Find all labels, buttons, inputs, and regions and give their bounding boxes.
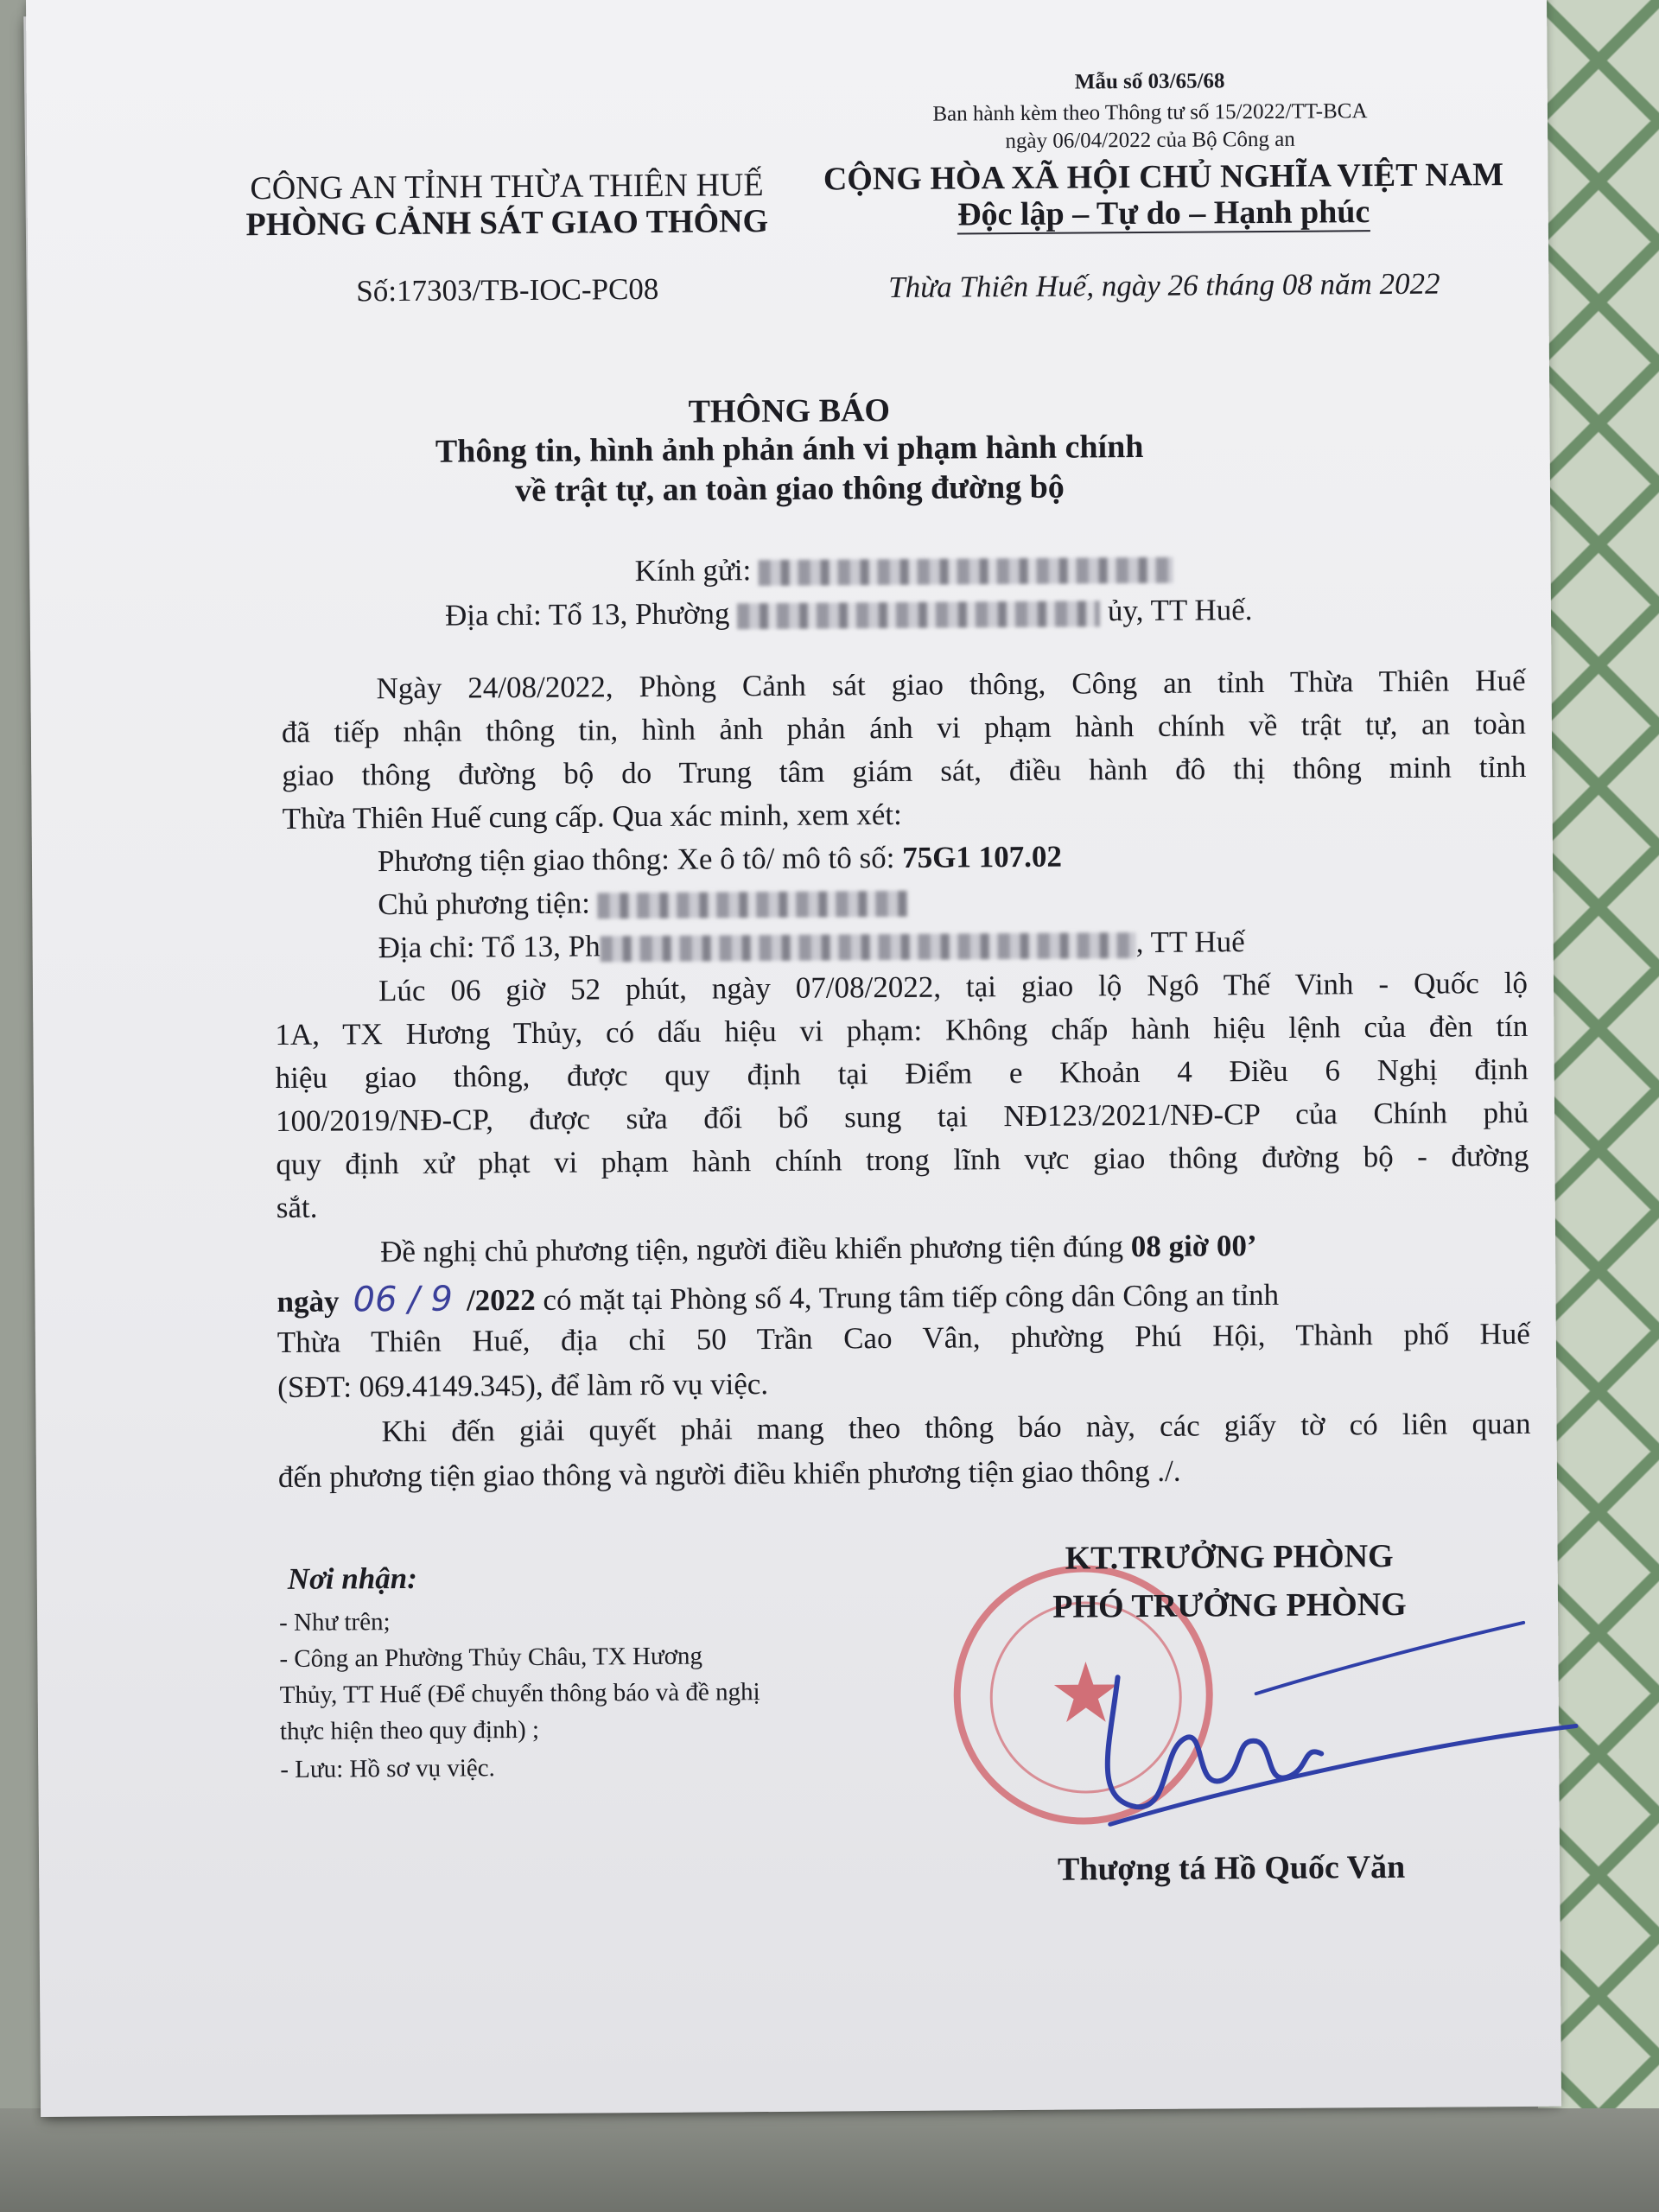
agency-name: CÔNG AN TỈNH THỪA THIÊN HUẾ — [250, 167, 764, 207]
recipients-item: - Như trên; — [279, 1608, 391, 1637]
owner-address-line — [378, 925, 1245, 965]
signer-name: Thượng tá Hồ Quốc Văn — [1057, 1848, 1406, 1888]
form-issued-date: ngày 06/04/2022 của Bộ Công an — [1005, 127, 1295, 154]
body-line: đã tiếp nhận thông tin, hình ảnh phản ánh vi phạm hành chính về trật tự, an toàn — [281, 706, 1527, 749]
vehicle-label: Phương tiện giao thông: Xe ô tô/ mô tô số: — [377, 840, 903, 879]
table-surface — [0, 2108, 1659, 2212]
redacted-recipient — [759, 557, 1173, 586]
appointment-date-line — [276, 1274, 1279, 1320]
redacted-address — [737, 601, 1100, 629]
recipients-item: - Công an Phường Thủy Châu, TX Hương — [279, 1642, 703, 1673]
owner-line — [378, 884, 909, 922]
body-line: Thừa Thiên Huế cung cấp. Qua xác minh, xem xét: — [282, 797, 902, 836]
body-line — [380, 1227, 1529, 1269]
body-line: Khi đến giải quyết phải mang theo thông báo này, các giấy tờ có liên quan — [381, 1406, 1531, 1449]
body-line: quy định xử phạt vi phạm hành chính trong lĩnh vực giao thông đường bộ - đường — [276, 1138, 1529, 1182]
recipients-item: thực hiện theo quy định) ; — [279, 1715, 540, 1745]
redacted-owner — [598, 891, 909, 919]
redacted-owner-address — [601, 932, 1136, 962]
recipients-item: Thủy, TT Huế (Để chuyển thông báo và đề nghị — [279, 1678, 760, 1709]
notice-title: THÔNG BÁO — [688, 392, 891, 430]
owner-address-suffix: , TT Huế — [1135, 925, 1245, 960]
recipient-label: Kính gửi: — [634, 553, 760, 588]
handwritten-signature — [1057, 1613, 1611, 1859]
owner-label: Chủ phương tiện: — [378, 886, 598, 922]
recipients-item: - Lưu: Hồ sơ vụ việc. — [280, 1754, 495, 1783]
body-line: sắt. — [276, 1190, 318, 1225]
form-issued-with: Ban hành kèm theo Thông tư số 15/2022/TT-BCA — [932, 99, 1368, 126]
recipient-address — [445, 593, 1253, 633]
body-line: 100/2019/NĐ-CP, được sửa đổi bổ sung tại NĐ123/2021/NĐ-CP của Chính phủ — [275, 1095, 1529, 1139]
motto-text: Độc lập – Tự do – Hạnh phúc — [957, 194, 1370, 233]
body-line: Ngày 24/08/2022, Phòng Cảnh sát giao thông, Công an tỉnh Thừa Thiên Huế — [376, 663, 1526, 706]
notice-document — [26, 0, 1561, 2117]
body-line: đến phương tiện giao thông và người điều khiển phương tiện giao thông ./. — [277, 1453, 1181, 1495]
body-line: hiệu giao thông, được quy định tại Điểm e Khoản 4 Điều 6 Nghị định — [275, 1052, 1529, 1096]
body-line: (SĐT: 069.4149.345), để làm rõ vụ việc. — [277, 1367, 769, 1405]
notice-subtitle-1: Thông tin, hình ảnh phản ánh vi phạm hành chính — [435, 428, 1144, 470]
form-code: Mẫu số 03/65/68 — [1074, 69, 1225, 94]
vehicle-line — [378, 840, 1062, 880]
signer-role-2: PHÓ TRƯỞNG PHÒNG — [1052, 1586, 1407, 1625]
body-line: giao thông đường bộ do Trung tâm giám sát, điều hành đô thị thông minh tỉnh — [282, 749, 1527, 792]
national-motto — [805, 192, 1522, 235]
appointment-place: có mặt tại Phòng số 4, Trung tâm tiếp công dân Công an tỉnh — [535, 1277, 1280, 1317]
appointment-day-label: ngày — [276, 1284, 340, 1319]
recipient-line — [634, 550, 1173, 588]
recipients-title: Nơi nhận: — [287, 1560, 417, 1596]
body-line: 1A, TX Hương Thủy, có dấu hiệu vi phạm: Không chấp hành hiệu lệnh của đèn tín — [275, 1008, 1529, 1052]
appointment-time: 08 giờ 00’ — [1130, 1229, 1257, 1264]
seal-star-icon: ★ — [1048, 1644, 1124, 1742]
address-suffix: ủy, TT Huế. — [1107, 593, 1253, 628]
appointment-text: Đề nghị chủ phương tiện, người điều khiển phương tiện đúng — [379, 1230, 1131, 1269]
address-prefix: Địa chỉ: Tổ 13, Phường — [444, 596, 730, 632]
department-name: PHÒNG CẢNH SÁT GIAO THÔNG — [245, 203, 769, 244]
notice-subtitle-2: về trật tự, an toàn giao thông đường bộ — [515, 468, 1065, 510]
body-line: Thừa Thiên Huế, địa chỉ 50 Trần Cao Vân, phường Phú Hội, Thành phố Huế — [276, 1316, 1530, 1360]
owner-address-prefix: Địa chỉ: Tổ 13, Ph — [378, 929, 601, 965]
signer-role-1: KT.TRƯỞNG PHÒNG — [1065, 1537, 1394, 1577]
vehicle-plate: 75G1 107.02 — [902, 839, 1063, 874]
body-line: Lúc 06 giờ 52 phút, ngày 07/08/2022, tại giao lộ Ngô Thế Vinh - Quốc lộ — [378, 965, 1529, 1008]
place-date: Thừa Thiên Huế, ngày 26 tháng 08 năm 2022 — [888, 266, 1440, 305]
document-number: Số:17303/TB-IOC-PC08 — [356, 271, 659, 308]
nation-name: CỘNG HÒA XÃ HỘI CHỦ NGHĨA VIỆT NAM — [823, 156, 1504, 198]
handwritten-date: 06 / 9 — [353, 1279, 454, 1320]
appointment-year: /2022 — [466, 1282, 536, 1318]
